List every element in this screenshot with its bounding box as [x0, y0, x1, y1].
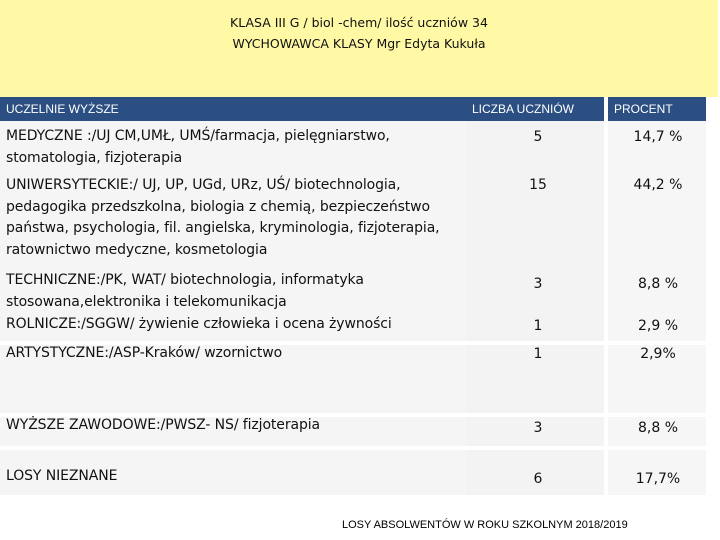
table-row-name: LOSY NIEZNANE	[6, 468, 118, 484]
table-row-count: 6	[533, 471, 543, 487]
table-row-name: TECHNICZNE:/PK, WAT/ biotechnologia, informatyka stosowana,elektronika i telekomunikacja	[6, 272, 364, 310]
table-row-name: WYŻSZE ZAWODOWE:/PWSZ- NS/ fizjoterapia	[6, 417, 321, 433]
table-body-bg-percent	[608, 121, 706, 341]
col-header-percent: PROCENT	[608, 97, 706, 121]
table-row-name: ROLNICZE:/SGGW/ żywienie człowieka i ocena żywności	[6, 316, 392, 332]
table-row-percent: 14,7 %	[633, 129, 683, 145]
row-divider	[0, 446, 706, 450]
table-row-percent: 44,2 %	[633, 177, 683, 193]
homeroom-teacher: WYCHOWAWCA KLASY Mgr Edyta Kukuła	[232, 36, 486, 51]
table-row-name: ARTYSTYCZNE:/ASP-Kraków/ wzornictwo	[6, 345, 283, 361]
table-row-count: 3	[533, 420, 543, 436]
col-header-universities: UCZELNIE WYŻSZE	[0, 97, 466, 121]
class-title: KLASA III G / biol -chem/ ilość uczniów 34	[230, 15, 488, 30]
header-box	[0, 0, 718, 97]
table-row-percent: 8,8 %	[637, 420, 679, 436]
footer-caption: LOSY ABSOLWENTÓW W ROKU SZKOLNYM 2018/2019	[342, 519, 628, 531]
table-body-bg-count	[466, 121, 608, 341]
col-header-count: LICZBA UCZNIÓW	[466, 97, 604, 121]
table-row-percent: 2,9%	[640, 346, 676, 362]
table-row-percent: 8,8 %	[637, 276, 679, 292]
table-row-name: UNIWERSYTECKIE:/ UJ, UP, UGd, URz, UŚ/ biotechnologia, pedagogika przedszkolna, biologia z chemią, bezpieczeństwo państwa, psychologia, fil. angielska, kryminologia, fizjoterapia, ratownictwo medyczne, kosmetologia	[6, 177, 440, 258]
table-row-count: 1	[533, 318, 543, 334]
table-row-count: 3	[533, 276, 543, 292]
table-row-count: 15	[529, 177, 547, 193]
table-row-percent: 17,7%	[635, 471, 681, 487]
column-divider	[604, 97, 608, 495]
table-row-count: 1	[533, 346, 543, 362]
table-row-count: 5	[533, 129, 543, 145]
table-row-name: MEDYCZNE :/UJ CM,UMŁ, UMŚ/farmacja, pielęgniarstwo, stomatologia, fizjoterapia	[6, 128, 390, 166]
table-row-percent: 2,9 %	[637, 318, 679, 334]
